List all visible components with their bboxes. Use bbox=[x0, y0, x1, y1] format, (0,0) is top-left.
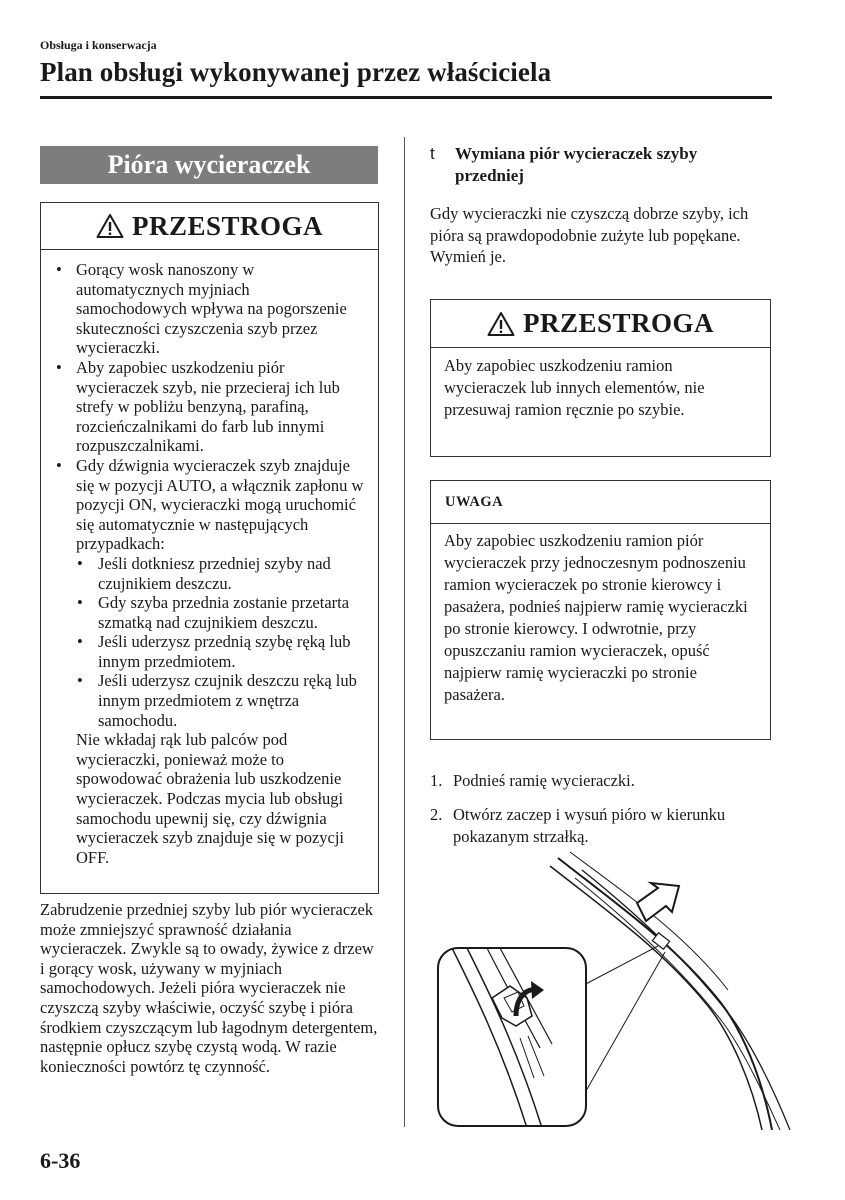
warning-triangle-icon bbox=[487, 311, 515, 337]
body-paragraph-left: Zabrudzenie przedniej szyby lub piór wycieraczek może zmniejszyć sprawność działania wycieraczek. Zwykle są to owady, żywice z drzew i gorący wosk, używany w myjniach samochodowych. Jeżeli pióra wycieraczek nie czyszczą szyby właściwie, oczyść szybę i pióra środkiem czyszczącym lub łagodnym detergentem, następnie opłucz szybę czystą wodą. W razie konieczności powtórz tę czynność. bbox=[40, 900, 378, 1076]
caution-header bbox=[41, 203, 378, 250]
step-number: 1. bbox=[430, 771, 443, 790]
subheading-text: Wymiana piór wycieraczek szyby przedniej bbox=[455, 144, 698, 185]
column-divider bbox=[404, 137, 405, 1127]
body-paragraph-right: Gdy wycieraczki nie czyszczą dobrze szyby, ich pióra są prawdopodobnie zużyte lub popękane. Wymień je. bbox=[430, 204, 749, 266]
caution-subbullet: • Jeśli dotkniesz przedniej szyby nad czujnikiem deszczu. bbox=[55, 554, 364, 593]
subheading-marker: t bbox=[430, 144, 435, 163]
caution-continuation: Nie wkładaj rąk lub palców pod wycieraczki, ponieważ może to spowodować obrażenia lub uszkodzenie wycieraczek. Podczas mycia lub obsługi samochodu upewnij się, czy dźwignia wycieraczek szyb znajduje się w pozycji OFF. bbox=[76, 730, 345, 867]
caution-bullet: • Gdy dźwignia wycieraczek szyb znajduje się w pozycji AUTO, a włącznik zapłonu w pozycji ON, wycieraczki mogą uruchomić się automatycznie w następujących przypadkach: bbox=[55, 456, 364, 554]
caution-box-left bbox=[40, 202, 379, 894]
wiper-blade-illustration bbox=[432, 848, 796, 1130]
caution-bullet: • Aby zapobiec uszkodzeniu piór wycieraczek szyb, nie przecieraj ich lub strefy w pobliżu benzyną, parafiną, rozcieńczalnikami do farb lub innymi rozpuszczalnikami. bbox=[55, 358, 364, 456]
note-body: Aby zapobiec uszkodzeniu ramion piór wycieraczek przy jednoczesnym podnoszeniu ramion wycieraczek po stronie kierowcy i pasażera, podnieś najpierw ramię wycieraczki po stronie kierowcy. I odwrotnie, przy opuszczaniu ramion wycieraczek, opuść najpierw ramię wycieraczki po stronie pasażera. bbox=[444, 531, 748, 704]
warning-triangle-icon bbox=[96, 213, 124, 239]
caution-body bbox=[41, 250, 378, 867]
caution-body: Aby zapobiec uszkodzeniu ramion wycieraczek lub innych elementów, nie przesuwaj ramion ręcznie po szybie. bbox=[444, 356, 705, 419]
section-name: Obsługa i konserwacja bbox=[40, 38, 157, 52]
step-number: 2. bbox=[430, 805, 443, 824]
step-text: Podnieś ramię wycieraczki. bbox=[453, 771, 635, 790]
step-item bbox=[430, 804, 760, 848]
caution-box-right bbox=[430, 299, 771, 457]
note-box bbox=[430, 480, 771, 740]
subheading bbox=[430, 143, 760, 187]
caution-label: PRZESTROGA bbox=[131, 210, 324, 241]
caution-subbullet: • Gdy szyba przednia zostanie przetarta szmatką nad czujnikiem deszczu. bbox=[55, 593, 364, 632]
caution-label: PRZESTROGA bbox=[522, 308, 715, 338]
title-rule bbox=[40, 96, 772, 99]
caution-subbullet: • Jeśli uderzysz czujnik deszczu ręką lub innym przedmiotem z wnętrza samochodu. bbox=[55, 671, 364, 730]
step-item bbox=[430, 770, 760, 792]
note-label: UWAGA bbox=[431, 481, 770, 524]
caution-bullet: • Gorący wosk nanoszony w automatycznych myjniach samochodowych wpływa na pogorszenie skuteczności czyszczenia szyb przez wycieraczki. bbox=[55, 260, 364, 358]
caution-header bbox=[431, 300, 770, 348]
step-text: Otwórz zaczep i wysuń pióro w kierunku pokazanym strzałką. bbox=[453, 805, 726, 846]
section-banner: Pióra wycieraczek bbox=[40, 146, 378, 184]
page-title: Plan obsługi wykonywanej przez właściciela bbox=[40, 57, 552, 87]
caution-subbullet: • Jeśli uderzysz przednią szybę ręką lub innym przedmiotem. bbox=[55, 632, 364, 671]
page-number: 6-36 bbox=[40, 1148, 81, 1173]
